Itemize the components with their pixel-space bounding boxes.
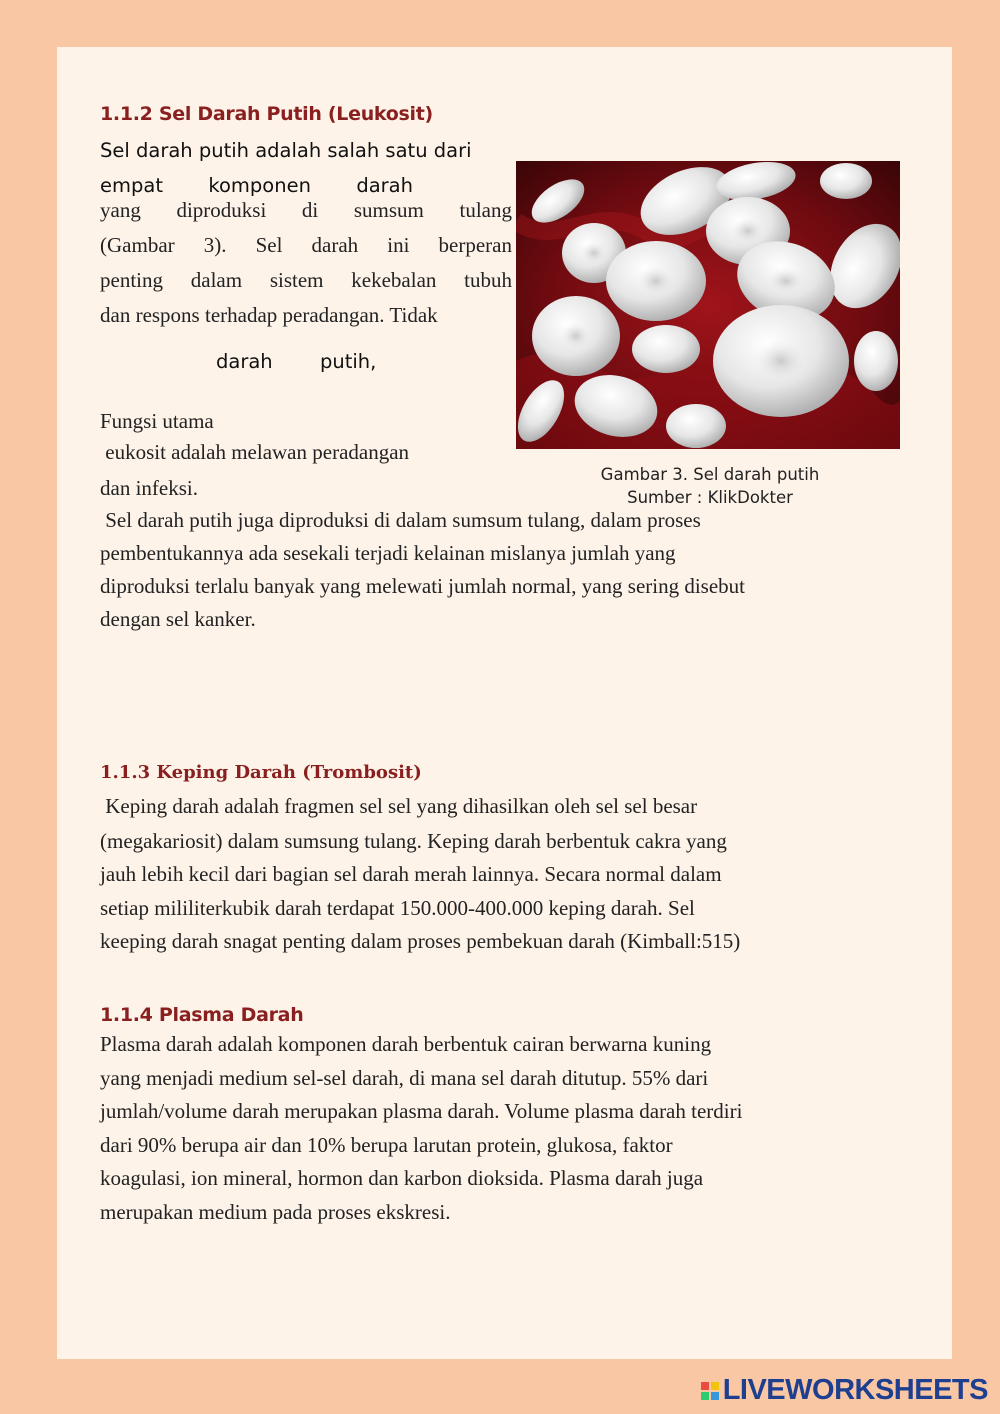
paragraph-line: pembentukannya ada sesekali terjadi kelainan mislanya jumlah yang xyxy=(100,541,676,565)
word: darah xyxy=(216,350,273,373)
text-line: Sel darah putih adalah salah satu dari xyxy=(100,139,472,162)
text-line: dan respons terhadap peradangan. Tidak xyxy=(100,303,438,327)
paragraph-line: yang menjadi medium sel-sel darah, di mana sel darah ditutup. 55% dari xyxy=(100,1066,709,1090)
text-line: Fungsi utama xyxy=(100,409,214,433)
paragraph-line: jumlah/volume darah merupakan plasma darah. Volume plasma darah terdiri xyxy=(100,1099,743,1123)
justified-line: penting dalam sistem kekebalan tubuh xyxy=(100,268,512,292)
heading-sel-darah-putih: 1.1.2 Sel Darah Putih (Leukosit) xyxy=(100,103,433,125)
paragraph-line: koagulasi, ion mineral, hormon dan karbon dioksida. Plasma darah juga xyxy=(100,1166,704,1190)
justified-line: (Gambar 3). Sel darah ini berperan xyxy=(100,233,512,257)
white-blood-cells-image xyxy=(516,161,900,449)
paragraph-line: Keping darah adalah fragmen sel sel yang dihasilkan oleh sel sel besar xyxy=(100,794,698,818)
liveworksheets-logo[interactable] xyxy=(701,1374,988,1407)
word: komponen xyxy=(208,174,311,197)
text-line: eukosit adalah melawan peradangan xyxy=(100,440,410,464)
figure-caption: Gambar 3. Sel darah putih xyxy=(600,465,820,484)
paragraph-line: dengan sel kanker. xyxy=(100,607,256,631)
word: putih, xyxy=(320,350,377,373)
paragraph-line: dari 90% berupa air dan 10% berupa larutan protein, glukosa, faktor xyxy=(100,1133,673,1157)
heading-plasma-darah: 1.1.4 Plasma Darah xyxy=(100,1004,304,1026)
paragraph-line: diproduksi terlalu banyak yang melewati jumlah normal, yang sering disebut xyxy=(100,574,746,598)
word: darah xyxy=(356,174,413,197)
paragraph-line: merupakan medium pada proses ekskresi. xyxy=(100,1200,451,1224)
paragraph-line: Plasma darah adalah komponen darah berbentuk cairan berwarna kuning xyxy=(100,1032,712,1056)
figure-source: Sumber : KlikDokter xyxy=(627,488,793,507)
justified-line: yang diproduksi di sumsum tulang xyxy=(100,198,512,222)
paragraph-line: keeping darah snagat penting dalam proses pembekuan darah (Kimball:515) xyxy=(100,929,741,953)
heading-keping-darah: 1.1.3 Keping Darah (Trombosit) xyxy=(100,762,422,783)
paragraph-line: (megakariosit) dalam sumsung tulang. Keping darah berbentuk cakra yang xyxy=(100,829,727,853)
liveworksheets-logo-icon xyxy=(701,1382,719,1400)
logo-text: LIVEWORKSHEETS xyxy=(722,1374,988,1406)
paragraph-line: jauh lebih kecil dari bagian sel darah merah lainnya. Secara normal dalam xyxy=(100,862,722,886)
paragraph-line: setiap mililiterkubik darah terdapat 150.000-400.000 keping darah. Sel xyxy=(100,896,695,920)
word: empat xyxy=(100,174,163,197)
paragraph-line: Sel darah putih juga diproduksi di dalam sumsum tulang, dalam proses xyxy=(100,508,701,532)
text-line: dan infeksi. xyxy=(100,476,198,500)
